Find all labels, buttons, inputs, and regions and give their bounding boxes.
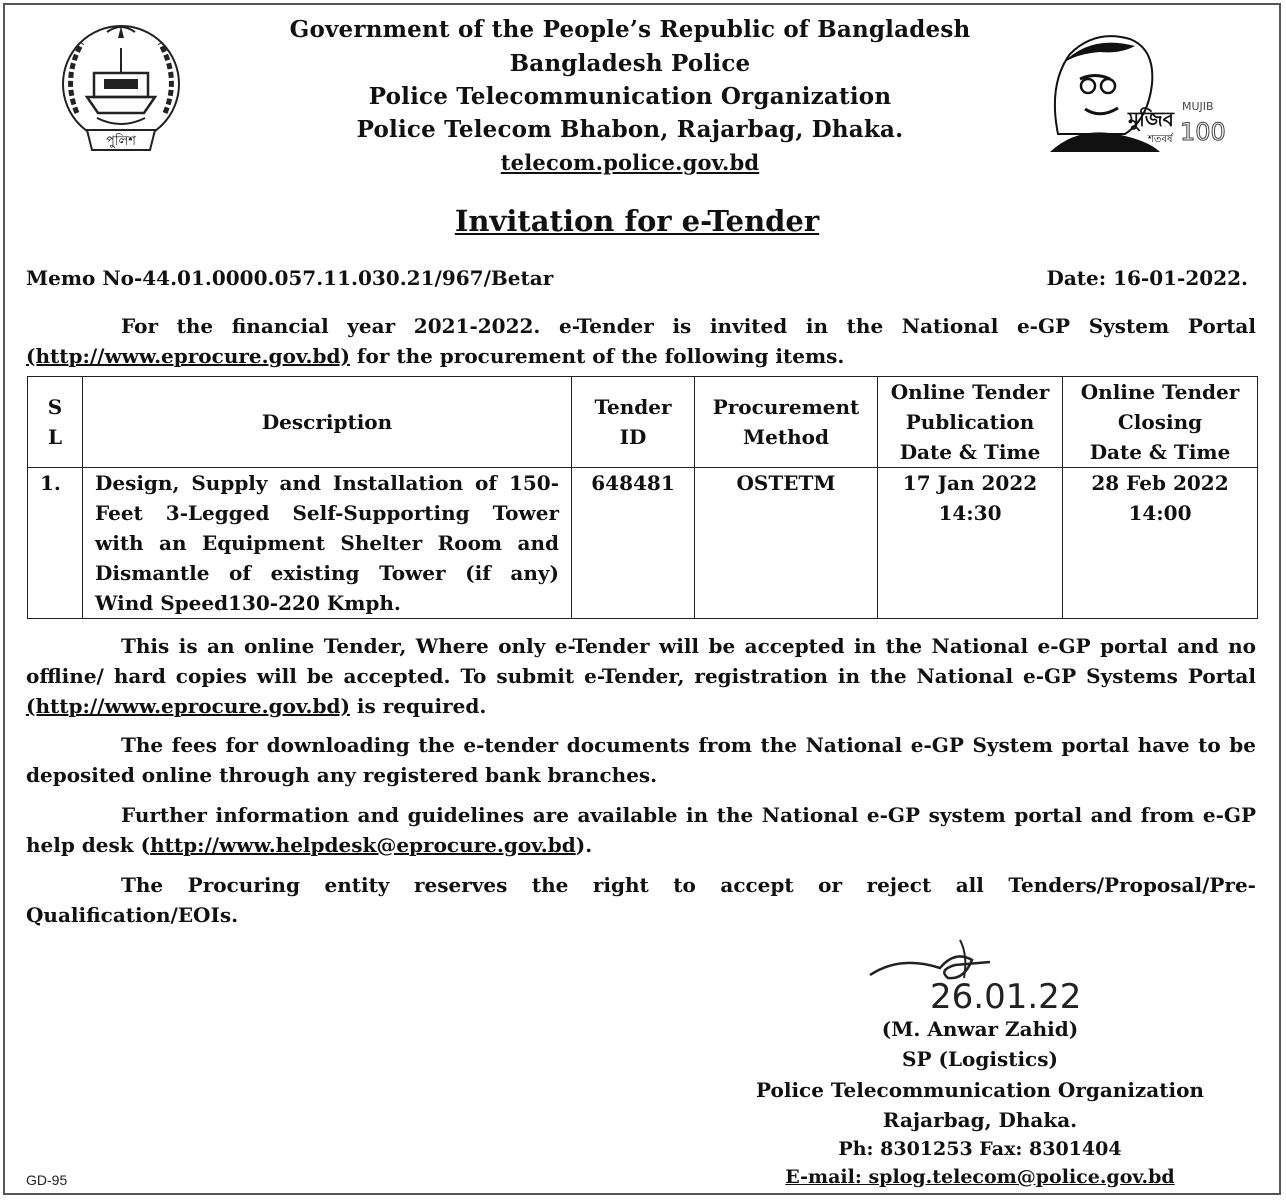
- signature-date: 26.01.22: [930, 977, 1082, 1017]
- header-publication: Online Tender Publication Date & Time: [878, 377, 1063, 468]
- header-line-1: Government of the People’s Republic of Bangladesh: [289, 16, 971, 43]
- helpdesk-link[interactable]: http://www.helpdesk@eprocure.gov.bd: [150, 833, 576, 857]
- mujib-bn-text: মুজিব: [1128, 107, 1174, 131]
- cell-sl: 1.: [28, 468, 83, 619]
- intro-paragraph: For the financial year 2021-2022. e-Tender is invited in the National e-GP System Portal (http://www.eprocure.gov.bd) for the procurement of the following items.: [26, 314, 1256, 368]
- footer-code: GD-95: [26, 1172, 68, 1188]
- header-tender-id: Tender ID: [572, 377, 695, 468]
- handwritten-signature: [860, 930, 1130, 1015]
- mujib-en-text: MUJIB: [1182, 100, 1214, 113]
- cell-method: OSTETM: [695, 468, 878, 619]
- notice-date: Date: 16-01-2022.: [1046, 266, 1248, 290]
- signer-email-link[interactable]: E-mail: splog.telecom@police.gov.bd: [785, 1166, 1175, 1188]
- cell-closing: 28 Feb 2022 14:00: [1063, 468, 1258, 619]
- signer-organization: Police Telecommunication Organization: [756, 1078, 1204, 1102]
- tender-table: [27, 376, 1258, 619]
- table-row: [28, 468, 1258, 619]
- eprocure-link-1[interactable]: (http://www.eprocure.gov.bd): [26, 344, 350, 368]
- notice-title: Invitation for e-Tender: [454, 204, 820, 238]
- cell-description: Design, Supply and Installation of 150-Feet 3-Legged Self-Supporting Tower with an Equipment Shelter Room and Dismantle of existing Tower (if any) Wind Speed130-220 Kmph.: [83, 468, 572, 619]
- header-line-3: Police Telecommunication Organization: [368, 83, 892, 110]
- signer-location: Rajarbag, Dhaka.: [882, 1108, 1078, 1132]
- paragraph-fees: The fees for downloading the e-tender documents from the National e-GP System portal have to be deposited online through any registered bank branches.: [26, 733, 1256, 787]
- mujib-100-logo-icon: [1040, 24, 1226, 152]
- mujib-bn-sub: শতবর্ষ: [1148, 134, 1173, 145]
- header-closing: Online Tender Closing Date & Time: [1063, 377, 1258, 468]
- table-header-row: [28, 377, 1258, 468]
- signer-designation: SP (Logistics): [902, 1047, 1058, 1071]
- cell-publication: 17 Jan 2022 14:30: [878, 468, 1063, 619]
- paragraph-online-tender: This is an online Tender, Where only e-Tender will be accepted in the National e-GP portal and no offline/ hard copies will be accepted. To submit e-Tender, registration in the National e-GP Systems Portal (http://www.eprocure.gov.bd) is required.: [26, 634, 1256, 718]
- signer-name: (M. Anwar Zahid): [881, 1017, 1079, 1041]
- memo-number: Memo No-44.01.0000.057.11.030.21/967/Betar: [26, 266, 554, 290]
- header-description: Description: [83, 377, 572, 468]
- header-method: Procurement Method: [695, 377, 878, 468]
- paragraph-info: Further information and guidelines are available in the National e-GP system portal and from e-GP help desk (http://www.helpdesk@eprocure.gov.bd).: [26, 803, 1256, 857]
- emblem-text: পুলিশ: [106, 134, 136, 149]
- header-line-2: Bangladesh Police: [509, 50, 751, 77]
- website-link[interactable]: telecom.police.gov.bd: [500, 150, 760, 175]
- header-sl: S L: [28, 377, 83, 468]
- mujib-100-number: 100: [1180, 118, 1226, 146]
- signer-phone: Ph: 8301253 Fax: 8301404: [838, 1138, 1122, 1160]
- header-line-4: Police Telecom Bhabon, Rajarbag, Dhaka.: [356, 116, 904, 143]
- paragraph-rights: The Procuring entity reserves the right to accept or reject all Tenders/Proposal/Pre-Qualification/EOIs.: [26, 873, 1256, 927]
- eprocure-link-2[interactable]: (http://www.eprocure.gov.bd): [26, 694, 350, 718]
- cell-tender-id: 648481: [572, 468, 695, 619]
